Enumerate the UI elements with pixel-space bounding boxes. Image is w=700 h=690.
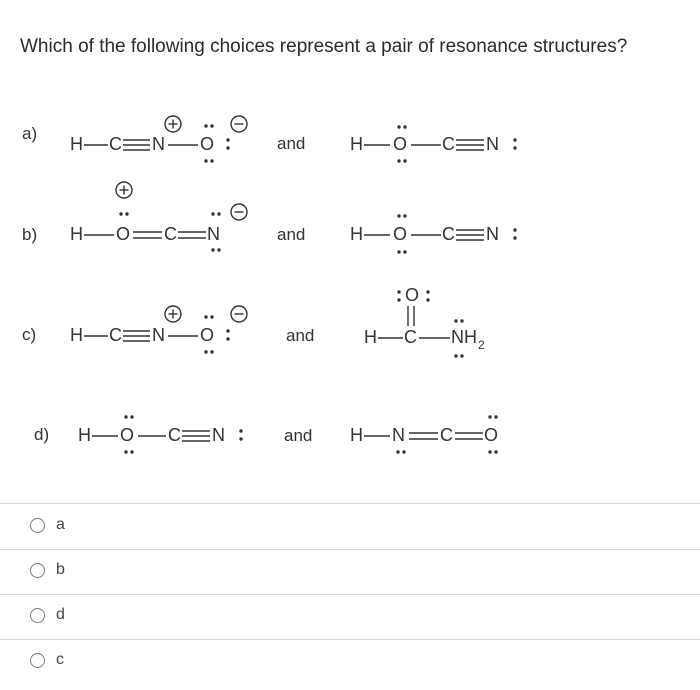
option-label: d	[56, 606, 65, 623]
option-a[interactable]	[30, 513, 65, 537]
atom-c: C	[440, 425, 453, 445]
atom-o: O	[200, 325, 215, 345]
negative-charge-icon	[231, 116, 247, 132]
radio-button[interactable]	[30, 518, 45, 533]
radio-button[interactable]	[30, 653, 45, 668]
atom-h: H	[70, 134, 83, 154]
item-a-and: and	[277, 134, 306, 153]
atom-h: H	[350, 224, 363, 244]
item-b-and: and	[277, 225, 306, 244]
divider	[0, 549, 700, 550]
divider	[0, 594, 700, 595]
option-label: a	[56, 516, 65, 533]
item-d-and: and	[284, 426, 313, 445]
atom-h: H	[70, 325, 83, 345]
option-d[interactable]	[30, 603, 65, 627]
question-text: Which of the following choices represent a pair of resonance structures?	[20, 36, 628, 57]
option-b[interactable]	[30, 558, 65, 582]
negative-charge-icon	[231, 306, 247, 322]
option-label: c	[56, 651, 64, 668]
atom-n: N	[212, 425, 225, 445]
option-c[interactable]	[30, 648, 64, 672]
atom-h: H	[70, 224, 83, 244]
positive-charge-icon	[116, 182, 132, 198]
atom-n: N	[392, 425, 405, 445]
atom-c: C	[164, 224, 177, 244]
atom-o: O	[116, 224, 131, 244]
atom-c: C	[168, 425, 181, 445]
atom-c: C	[404, 327, 417, 347]
positive-charge-icon	[165, 116, 181, 132]
atom-c: C	[442, 134, 455, 154]
atom-h: H	[350, 134, 363, 154]
atom-h: H	[350, 425, 363, 445]
radio-button[interactable]	[30, 563, 45, 578]
atom-h: H	[364, 327, 377, 347]
atom-c: C	[109, 134, 122, 154]
negative-charge-icon	[231, 204, 247, 220]
atom-n: N	[486, 134, 499, 154]
atom-o: O	[120, 425, 135, 445]
atom-o: O	[484, 425, 499, 445]
option-label: b	[56, 561, 65, 578]
atom-n: N	[152, 134, 165, 154]
divider	[0, 503, 700, 504]
atom-n: N	[152, 325, 165, 345]
atom-n: N	[486, 224, 499, 244]
item-c-and: and	[286, 326, 315, 345]
item-c-label: c)	[22, 325, 37, 344]
item-b-label: b)	[22, 225, 38, 244]
atom-o: O	[393, 134, 408, 154]
divider	[0, 639, 700, 640]
atom-o: O	[200, 134, 215, 154]
atom-nh: NH	[451, 327, 477, 347]
atom-o: O	[405, 285, 420, 305]
atom-o: O	[393, 224, 408, 244]
atom-c: C	[442, 224, 455, 244]
radio-button[interactable]	[30, 608, 45, 623]
atom-h: H	[78, 425, 91, 445]
item-d-label: d)	[34, 425, 50, 444]
atom-c: C	[109, 325, 122, 345]
subscript-2: 2	[478, 338, 485, 352]
positive-charge-icon	[165, 306, 181, 322]
atom-n: N	[207, 224, 220, 244]
item-a-label: a)	[22, 124, 38, 143]
